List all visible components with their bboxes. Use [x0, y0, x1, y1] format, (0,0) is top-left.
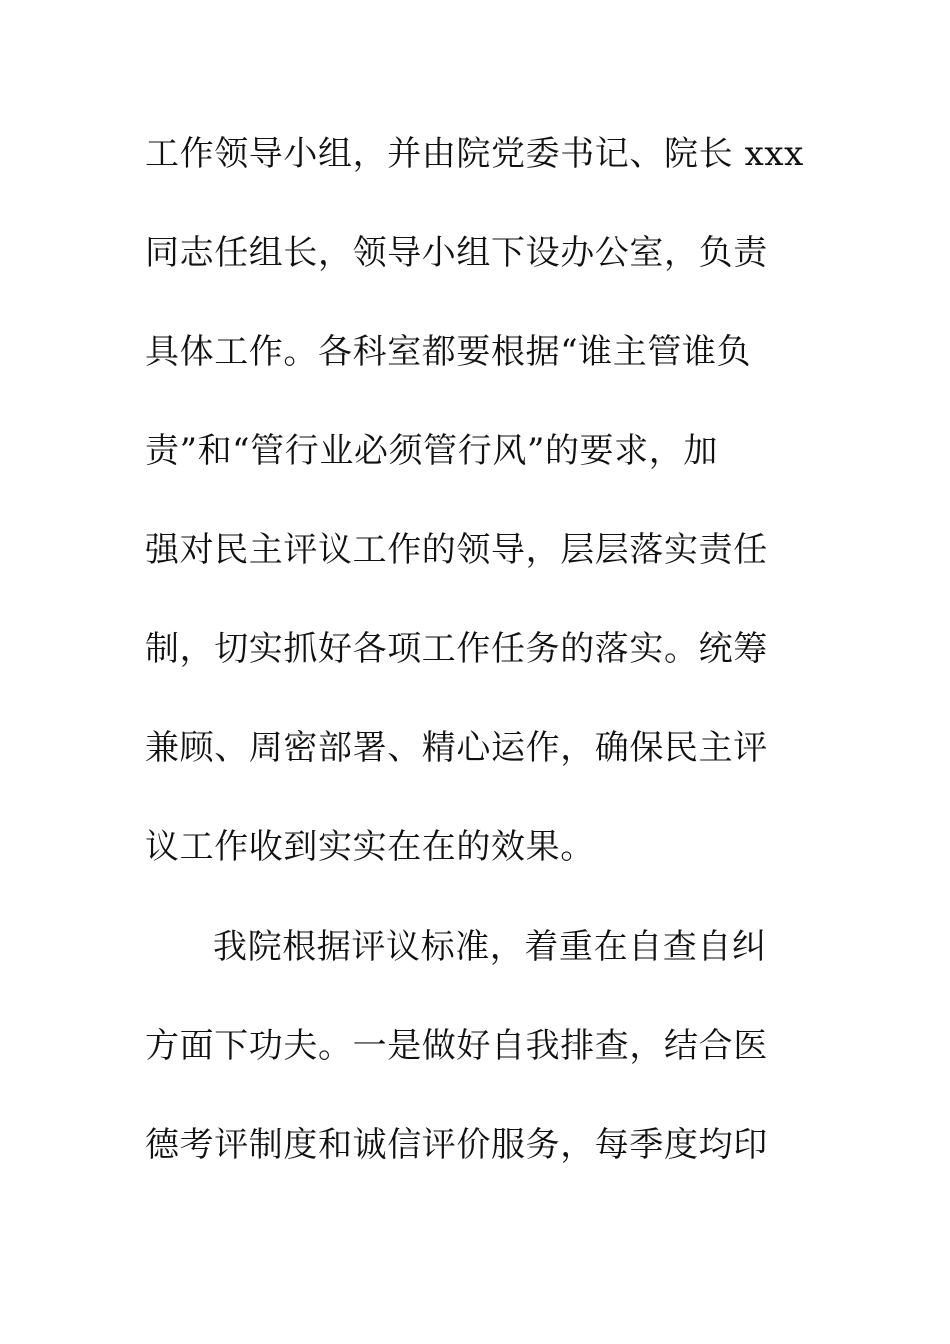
text-line: 制，切实抓好各项工作任务的落实。统筹	[145, 629, 768, 669]
text-line: 具体工作。各科室都要根据“谁主管谁负	[145, 332, 752, 372]
text-line: 兼顾、周密部署、精心运作，确保民主评	[145, 728, 768, 768]
text-line: 德考评制度和诚信评价服务，每季度均印	[145, 1125, 768, 1165]
text-line: 议工作收到实实在在的效果。	[145, 827, 595, 867]
text-line: 方面下功夫。一是做好自我排查，结合医	[145, 1026, 768, 1066]
text-line: 强对民主评议工作的领导，层层落实责任	[145, 530, 768, 570]
text-line: 工作领导小组，并由院党委书记、院长 xxx	[145, 134, 804, 174]
text-line: 同志任组长，领导小组下设办公室，负责	[145, 233, 768, 273]
text-line: 责”和“管行业必须管行风”的要求，加	[145, 431, 718, 471]
paragraph-first-line: 我院根据评议标准，着重在自查自纠	[213, 927, 767, 967]
